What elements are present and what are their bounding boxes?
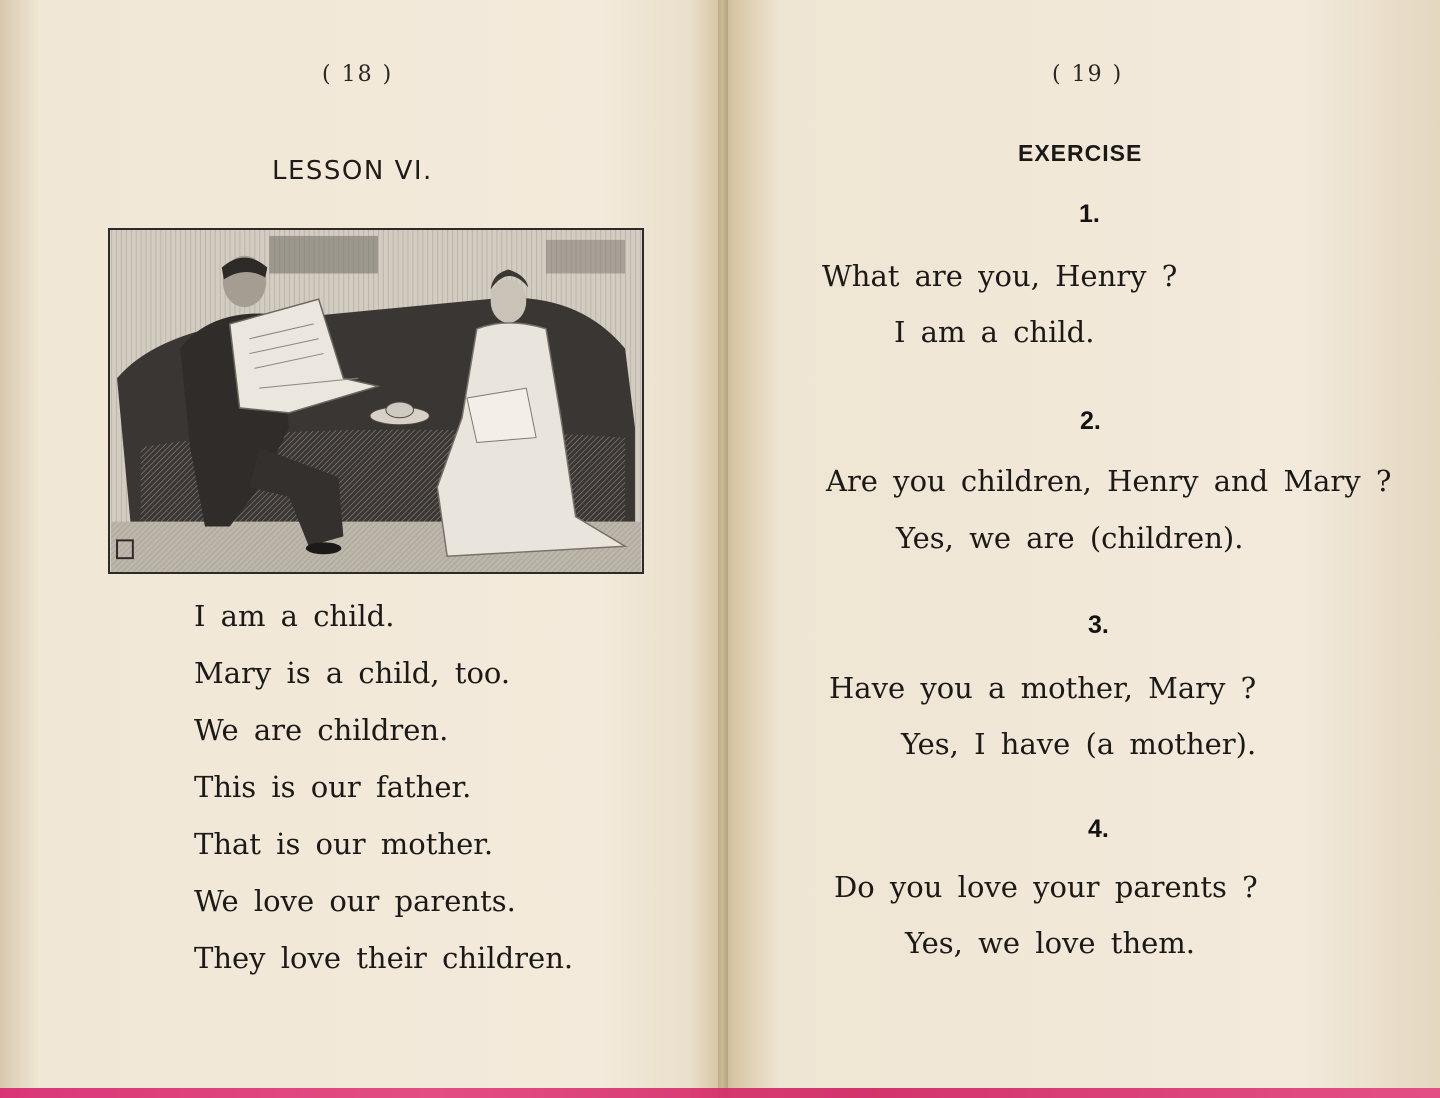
- exercise-question: What are you, Henry ?: [822, 259, 1178, 293]
- reading-passage: [194, 596, 573, 995]
- reading-line: We are children.: [194, 713, 449, 747]
- exercise-number: 1.: [1079, 200, 1100, 228]
- exercise-number: 2.: [1080, 407, 1101, 435]
- exercise-heading: EXERCISE: [1018, 140, 1143, 166]
- page-number-left: ( 18 ): [322, 62, 394, 87]
- reading-line: I am a child.: [194, 599, 395, 633]
- page-edge-stain: [0, 1088, 1440, 1098]
- reading-line: Mary is a child, too.: [194, 656, 511, 690]
- right-page: [724, 0, 1440, 1098]
- lesson-title: LESSON VI.: [272, 156, 433, 186]
- exercise-answer: I am a child.: [894, 315, 1095, 349]
- page-number-right: ( 19 ): [1052, 62, 1124, 87]
- exercise-answer: Yes, I have (a mother).: [901, 727, 1257, 761]
- exercise-number: 4.: [1088, 815, 1109, 843]
- exercise-question: Are you children, Henry and Mary ?: [826, 464, 1392, 498]
- exercise-answer: Yes, we love them.: [905, 926, 1196, 960]
- reading-line: This is our father.: [194, 770, 472, 804]
- exercise-number: 3.: [1088, 611, 1109, 639]
- exercise-question: Have you a mother, Mary ?: [829, 671, 1257, 705]
- illustration-couple-on-sofa: [108, 228, 644, 574]
- exercise-question: Do you love your parents ?: [834, 870, 1258, 904]
- reading-line: They love their children.: [194, 941, 574, 975]
- reading-line: We love our parents.: [194, 884, 516, 918]
- reading-line: That is our mother.: [194, 827, 494, 861]
- exercise-answer: Yes, we are (children).: [896, 521, 1244, 555]
